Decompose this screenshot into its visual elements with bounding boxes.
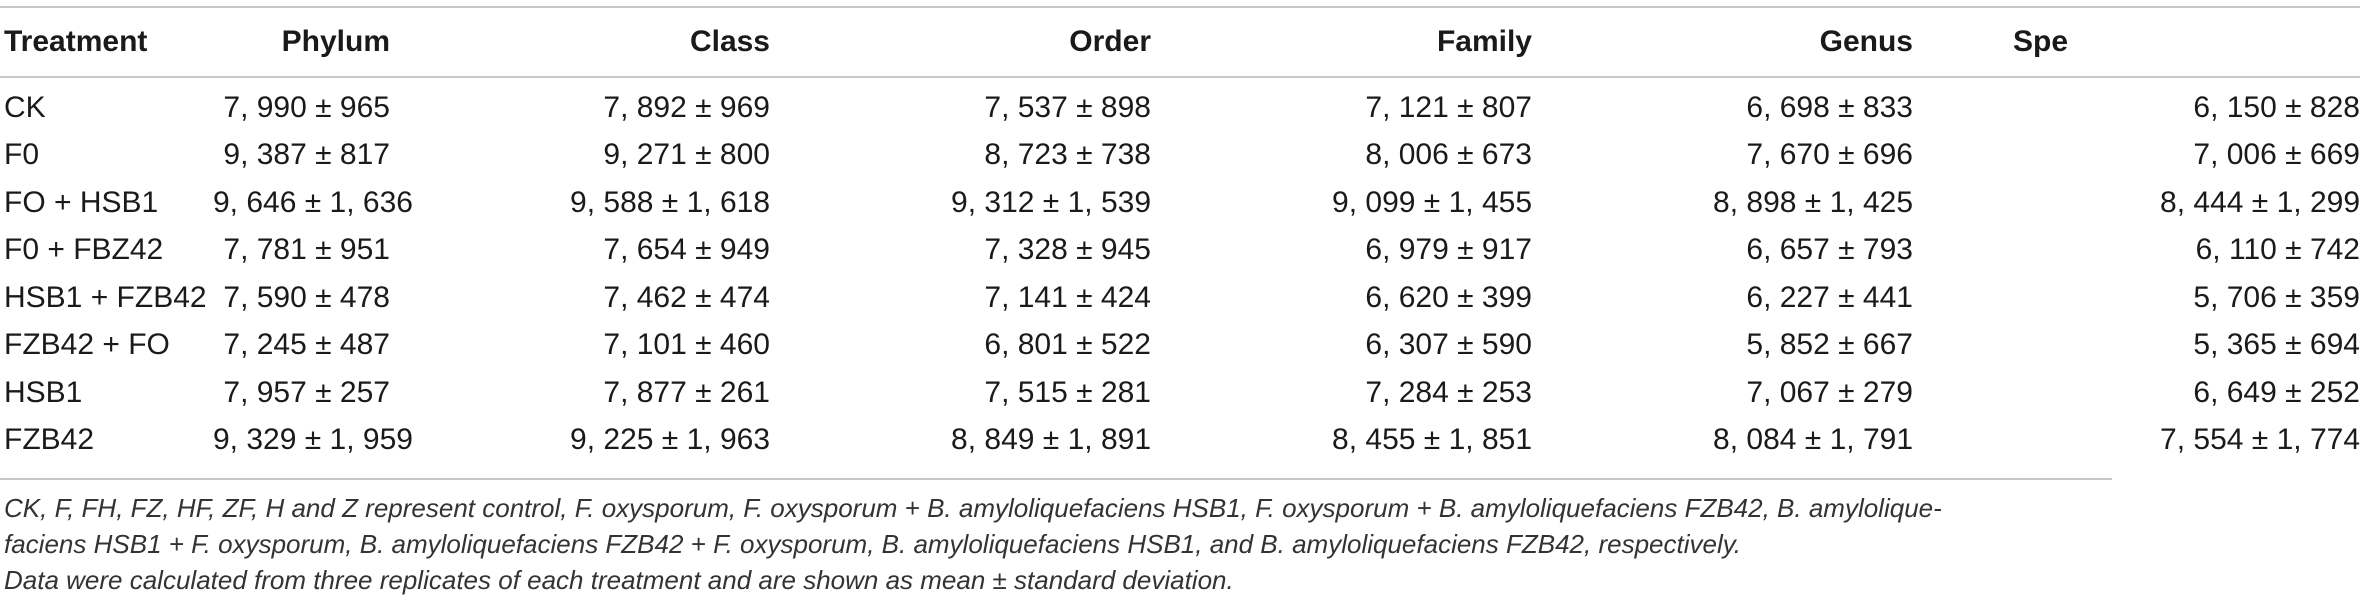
cell-treatment: F0 — [4, 138, 40, 172]
cell-order: 7, 537 ± 898 — [984, 90, 1151, 124]
cell-class: 7, 462 ± 474 — [603, 280, 770, 314]
cell-species: 7, 554 ± 1, 774 — [2160, 423, 2360, 457]
table-row — [0, 369, 2360, 417]
cell-family: 8, 006 ± 673 — [1365, 138, 1532, 172]
table-bottom-rule — [0, 478, 2112, 480]
cell-phylum: 9, 646 ± 1, 636 — [213, 185, 413, 219]
header-treatment: Treatment — [0, 7, 213, 77]
cell-genus: 6, 698 ± 833 — [1746, 90, 1913, 124]
cell-class: 7, 892 ± 969 — [603, 90, 770, 124]
table-footnotes — [4, 490, 2112, 598]
cell-treatment: FZB42 + FO — [4, 328, 170, 362]
cell-species: 7, 006 ± 669 — [2193, 138, 2360, 172]
header-genus: Genus — [1532, 7, 1913, 77]
cell-phylum: 7, 590 ± 478 — [223, 280, 390, 314]
cell-species: 6, 649 ± 252 — [2193, 375, 2360, 409]
cell-treatment: CK — [4, 90, 46, 124]
cell-order: 7, 515 ± 281 — [984, 375, 1151, 409]
header-row — [0, 7, 2360, 77]
table-row — [0, 132, 2360, 180]
cell-genus: 8, 898 ± 1, 425 — [1713, 185, 1913, 219]
cell-treatment: HSB1 — [4, 375, 83, 409]
cell-treatment: F0 + FBZ42 — [4, 233, 164, 267]
table-row — [0, 274, 2360, 322]
cell-species: 8, 444 ± 1, 299 — [2160, 185, 2360, 219]
cell-family: 6, 307 ± 590 — [1365, 328, 1532, 362]
cell-species: 6, 150 ± 828 — [2193, 90, 2360, 124]
cell-genus: 5, 852 ± 667 — [1746, 328, 1913, 362]
cell-class: 9, 588 ± 1, 618 — [570, 185, 770, 219]
cell-order: 7, 141 ± 424 — [984, 280, 1151, 314]
cell-order: 9, 312 ± 1, 539 — [951, 185, 1151, 219]
cell-phylum: 7, 245 ± 487 — [223, 328, 390, 362]
cell-class: 9, 225 ± 1, 963 — [570, 423, 770, 457]
cell-order: 6, 801 ± 522 — [984, 328, 1151, 362]
cell-order: 8, 849 ± 1, 891 — [951, 423, 1151, 457]
cell-family: 6, 979 ± 917 — [1365, 233, 1532, 267]
cell-phylum: 9, 387 ± 817 — [223, 138, 390, 172]
cell-genus: 7, 067 ± 279 — [1746, 375, 1913, 409]
cell-phylum: 7, 781 ± 951 — [223, 233, 390, 267]
footnote-line-2: faciens HSB1 + F. oxysporum, B. amyloliquefaciens FZB42 + F. oxysporum, B. amyloliquefaciens HSB1, and B. amyloliquefaciens FZB42, respectively. — [4, 529, 1742, 559]
cell-phylum: 7, 957 ± 257 — [223, 375, 390, 409]
cell-family: 9, 099 ± 1, 455 — [1332, 185, 1532, 219]
cell-family: 8, 455 ± 1, 851 — [1332, 423, 1532, 457]
diversity-table — [0, 6, 2360, 464]
cell-phylum: 7, 990 ± 965 — [223, 90, 390, 124]
header-class: Class — [390, 7, 770, 77]
table-row — [0, 77, 2360, 132]
cell-genus: 8, 084 ± 1, 791 — [1713, 423, 1913, 457]
cell-species: 6, 110 ± 742 — [2195, 233, 2360, 267]
cell-genus: 6, 227 ± 441 — [1746, 280, 1913, 314]
cell-treatment: HSB1 + FZB42 — [4, 280, 207, 314]
cell-family: 7, 284 ± 253 — [1365, 375, 1532, 409]
table-row — [0, 227, 2360, 275]
table-row — [0, 179, 2360, 227]
cell-class: 7, 877 ± 261 — [603, 375, 770, 409]
header-species: Spe — [1913, 7, 2360, 77]
header-phylum: Phylum — [213, 7, 390, 77]
table-row — [0, 417, 2360, 465]
cell-class: 9, 271 ± 800 — [603, 138, 770, 172]
cell-phylum: 9, 329 ± 1, 959 — [213, 423, 413, 457]
cell-treatment: FZB42 — [4, 423, 95, 457]
cell-order: 7, 328 ± 945 — [984, 233, 1151, 267]
cell-order: 8, 723 ± 738 — [984, 138, 1151, 172]
cell-class: 7, 101 ± 460 — [603, 328, 770, 362]
header-order: Order — [770, 7, 1151, 77]
cell-family: 7, 121 ± 807 — [1365, 90, 1532, 124]
footnote-line-3: Data were calculated from three replicates of each treatment and are shown as mean ± standard deviation. — [4, 565, 1234, 595]
cell-species: 5, 365 ± 694 — [2193, 328, 2360, 362]
cell-treatment: FO + HSB1 — [4, 185, 159, 219]
cell-species: 5, 706 ± 359 — [2193, 280, 2360, 314]
cell-family: 6, 620 ± 399 — [1365, 280, 1532, 314]
cell-genus: 7, 670 ± 696 — [1746, 138, 1913, 172]
footnote-line-1: CK, F, FH, FZ, HF, ZF, H and Z represent control, F. oxysporum, F. oxysporum + B. amyloliquefaciens HSB1, F. oxysporum + B. amyloliquefaciens FZB42, B. amylolique- — [4, 493, 1942, 523]
table-row — [0, 322, 2360, 370]
cell-genus: 6, 657 ± 793 — [1746, 233, 1913, 267]
header-family: Family — [1151, 7, 1532, 77]
cell-class: 7, 654 ± 949 — [603, 233, 770, 267]
